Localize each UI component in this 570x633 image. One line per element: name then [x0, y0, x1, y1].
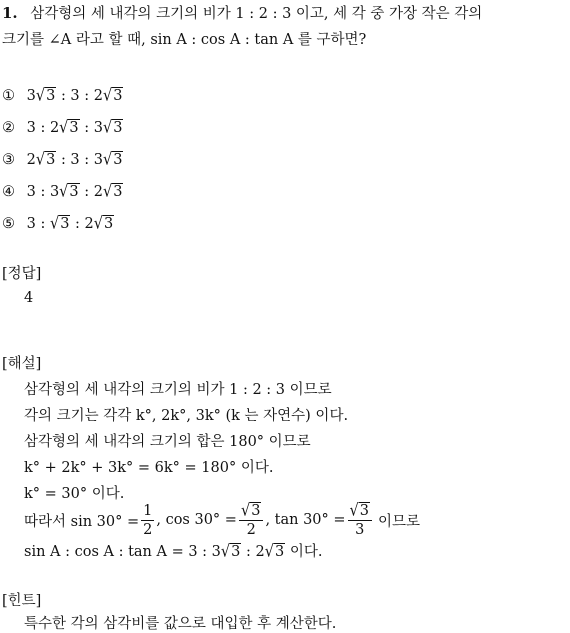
explanation-line: k° = 30° 이다.	[24, 486, 125, 502]
question-text-line1: 삼각형의 세 내각의 크기의 비가 1 : 2 : 3 이고, 세 각 중 가장 작은 각의	[30, 6, 483, 22]
sqrt: √3	[59, 182, 79, 202]
answer-value: 4	[24, 290, 34, 306]
explanation-line: 삼각형의 세 내각의 크기의 비가 1 : 2 : 3 이므로	[24, 382, 332, 398]
sqrt: √3	[59, 118, 79, 138]
explanation-line-trig: 따라서 sin 30° = $\frac{1}{2}$ , cos 30° = $\frac{√3}{2}$ , tan 30° = $\frac{√3}{3}$ 이므로	[24, 501, 421, 538]
sqrt: √3	[103, 118, 123, 138]
explanation-line: 각의 크기는 각각 k°, 2k°, 3k° (k 는 자연수) 이다.	[24, 408, 349, 424]
explanation-line: k° + 2k° + 3k° = 6k° = 180° 이다.	[24, 460, 274, 476]
fraction: $\frac{√3}{2}$	[239, 502, 263, 539]
sqrt: √3	[220, 542, 241, 562]
question-number: 1.	[2, 4, 18, 22]
hint-text: 특수한 각의 삼각비를 값으로 대입한 후 계산한다.	[24, 616, 337, 632]
explanation-label: [해설]	[2, 356, 42, 372]
sqrt: √3	[49, 214, 70, 234]
sqrt: √3	[103, 150, 123, 170]
explanation-line: 삼각형의 세 내각의 크기의 합은 180° 이므로	[24, 434, 311, 450]
question-text-line2: 크기를 ∠A 라고 할 때, sin A : cos A : tan A 를 구하면?	[2, 32, 367, 48]
choice-mark: ②	[2, 120, 15, 136]
sqrt: √3	[35, 86, 56, 106]
explanation-line-ratio: sin A : cos A : tan A = 3 : 3√3 : 2√3 이다.	[24, 542, 323, 562]
question	[2, 2, 482, 23]
choice-4[interactable]: ④ 3 : 3√3 : 2√3	[2, 182, 123, 202]
sqrt: √3	[93, 214, 114, 234]
sqrt: √3	[103, 182, 123, 202]
hint-label: [힌트]	[2, 593, 42, 609]
sqrt: √3	[103, 86, 123, 106]
choice-mark: ①	[2, 88, 15, 104]
choice-1[interactable]: ① 3√3 : 3 : 2√3	[2, 86, 123, 106]
fraction: $\frac{√3}{3}$	[348, 502, 372, 539]
answer-label: [정답]	[2, 266, 42, 282]
sqrt: √3	[35, 150, 56, 170]
choice-mark: ③	[2, 152, 15, 168]
sqrt: √3	[264, 542, 285, 562]
choice-3[interactable]: ③ 2√3 : 3 : 3√3	[2, 150, 123, 170]
choice-2[interactable]: ② 3 : 2√3 : 3√3	[2, 118, 123, 138]
choice-mark: ⑤	[2, 216, 15, 232]
choice-mark: ④	[2, 184, 15, 200]
fraction: $\frac{1}{2}$	[143, 502, 153, 538]
choice-5[interactable]: ⑤ 3 : √3 : 2√3	[2, 214, 114, 234]
